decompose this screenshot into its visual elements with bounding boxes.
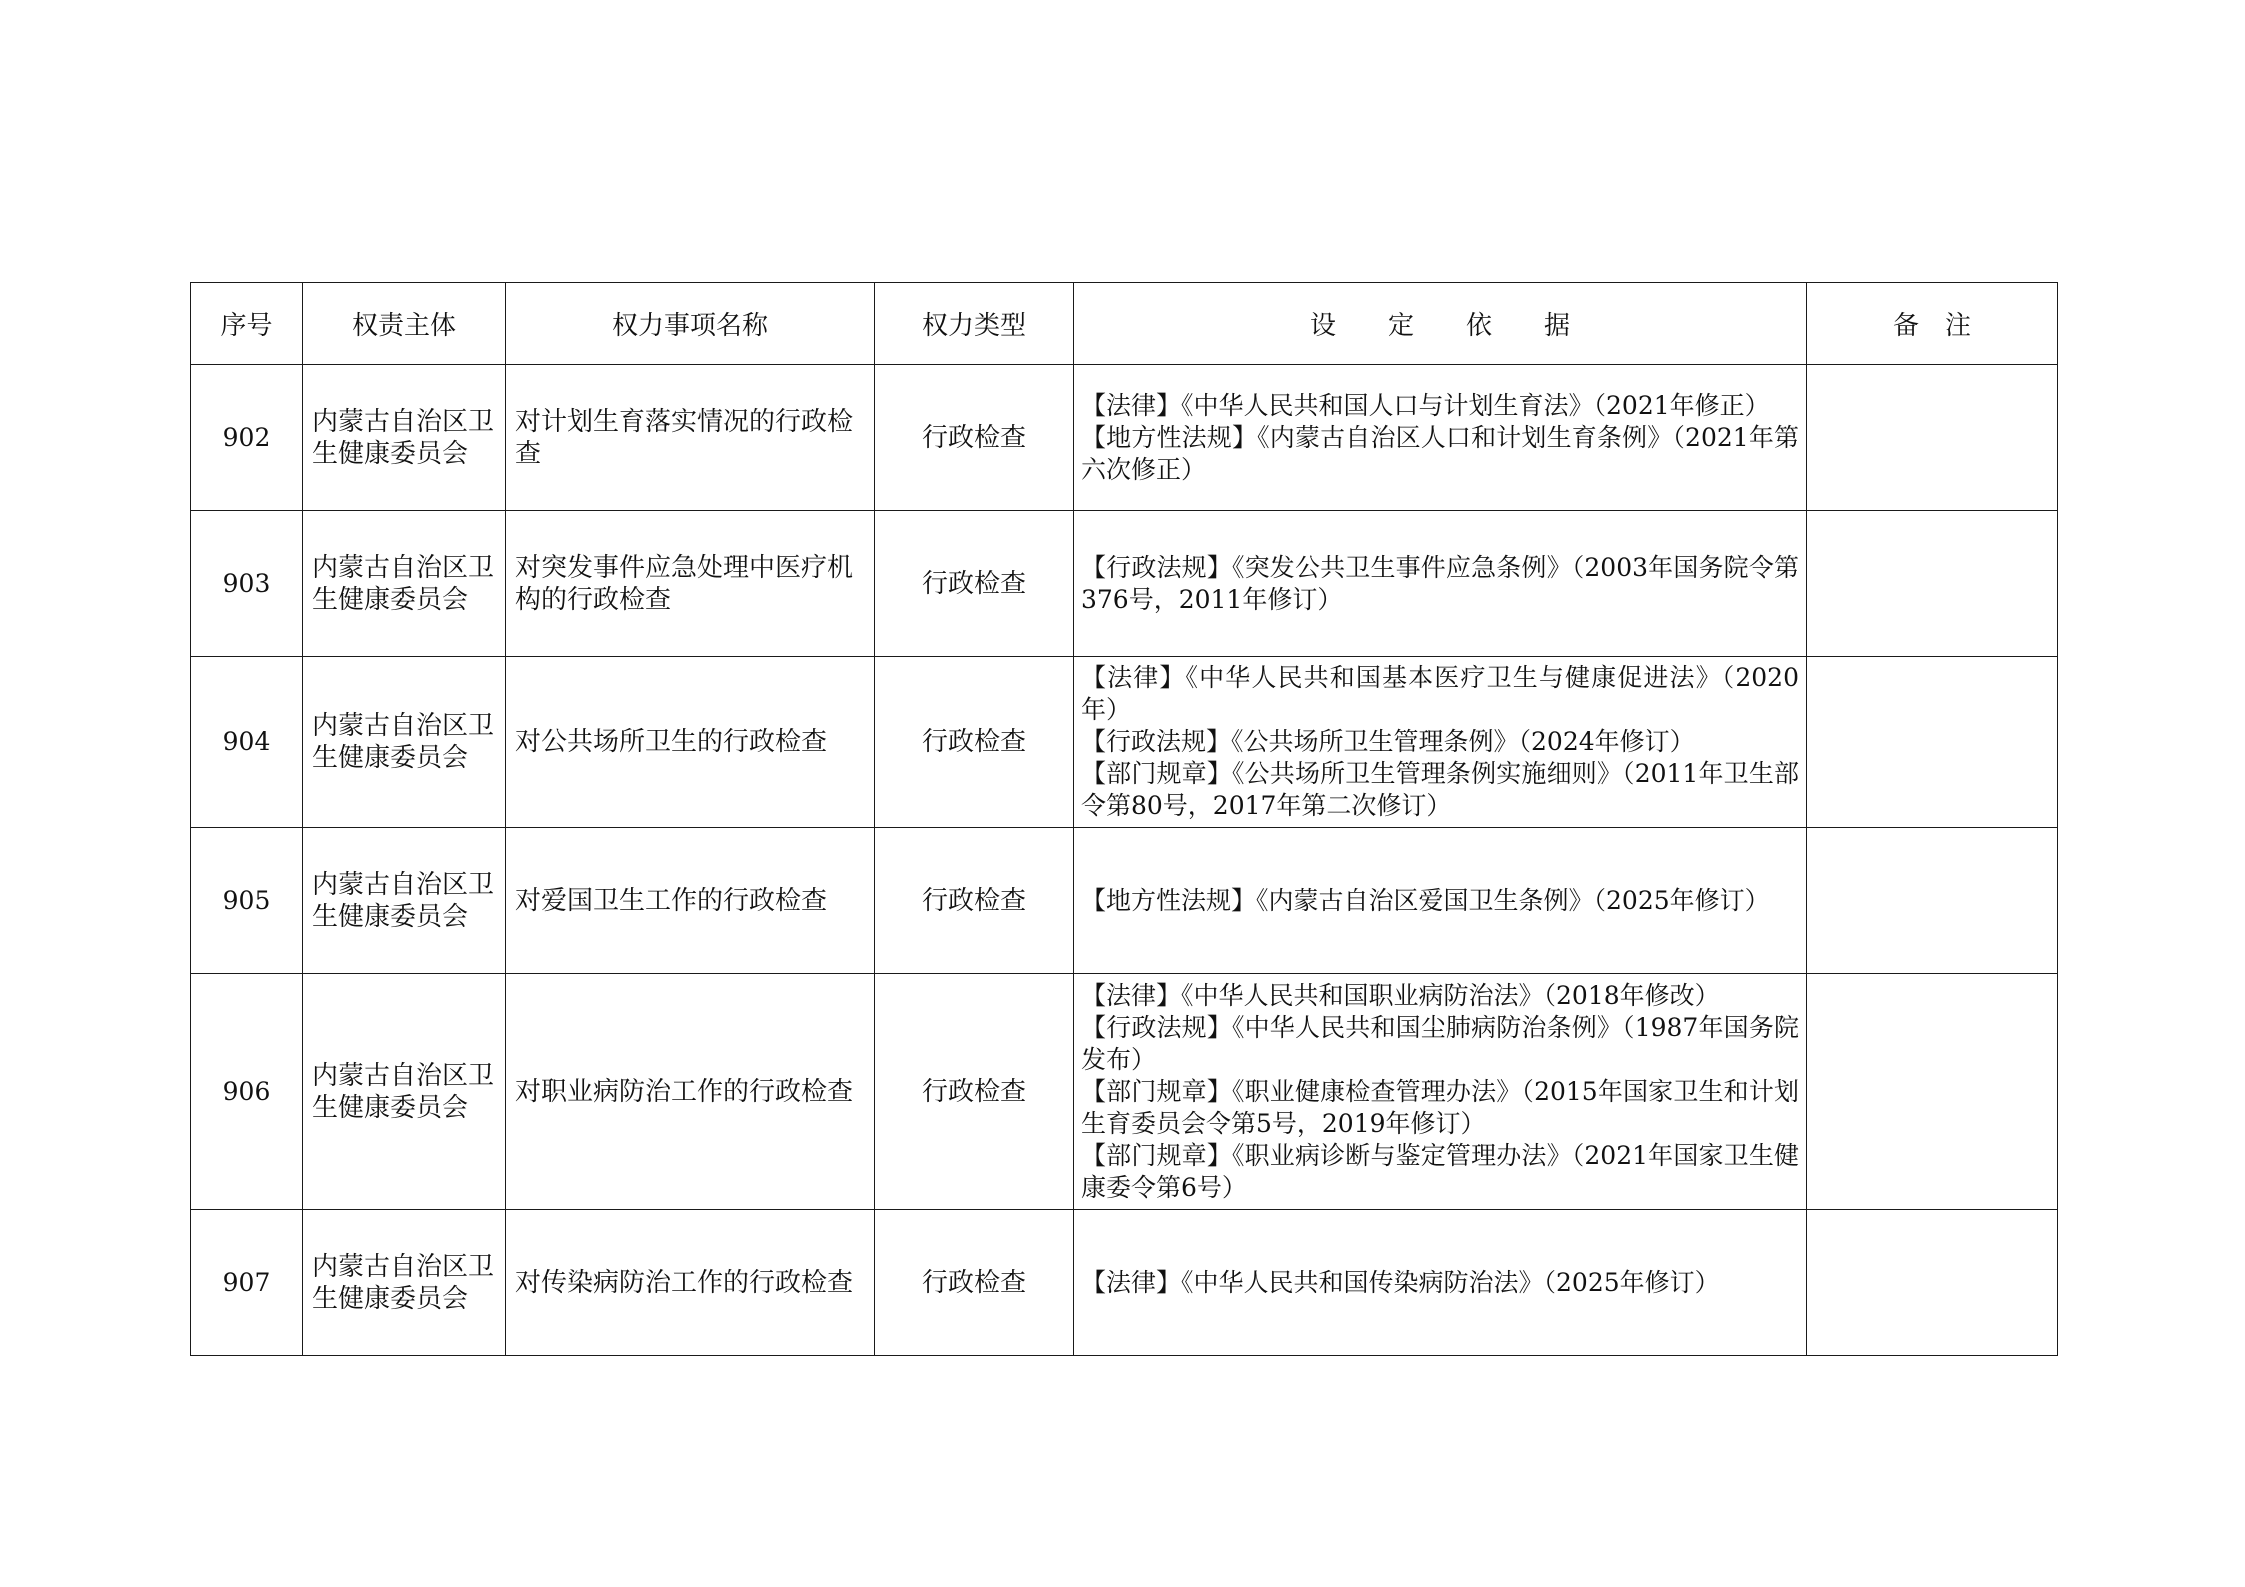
row-subject: 内蒙古自治区卫生健康委员会	[303, 365, 506, 511]
row-item-name: 对职业病防治工作的行政检查	[506, 974, 875, 1210]
table-header-row	[191, 283, 2058, 365]
basis-line: 【部门规章】《职业病诊断与鉴定管理办法》（2021年国家卫生健康委令第6号）	[1081, 1140, 1799, 1202]
table-row	[191, 657, 2058, 828]
table-row	[191, 828, 2058, 974]
row-number: 904	[191, 657, 303, 828]
row-power-type: 行政检查	[875, 657, 1074, 828]
row-legal-basis	[1074, 974, 1807, 1210]
row-item-name: 对计划生育落实情况的行政检查	[506, 365, 875, 511]
header-num: 序号	[191, 283, 303, 365]
row-note	[1807, 1210, 2058, 1356]
row-legal-basis	[1074, 511, 1807, 657]
row-item-name: 对传染病防治工作的行政检查	[506, 1210, 875, 1356]
row-note	[1807, 974, 2058, 1210]
basis-line: 【行政法规】《公共场所卫生管理条例》（2024年修订）	[1081, 727, 1695, 756]
row-subject: 内蒙古自治区卫生健康委员会	[303, 1210, 506, 1356]
basis-line: 【部门规章】《公共场所卫生管理条例实施细则》（2011年卫生部令第80号，2017年第二次修订）	[1081, 759, 1799, 820]
row-power-type: 行政检查	[875, 511, 1074, 657]
header-name: 权力事项名称	[506, 283, 875, 365]
row-note	[1807, 828, 2058, 974]
row-item-name: 对突发事件应急处理中医疗机构的行政检查	[506, 511, 875, 657]
row-power-type: 行政检查	[875, 365, 1074, 511]
row-power-type: 行政检查	[875, 974, 1074, 1210]
table-row	[191, 365, 2058, 511]
row-note	[1807, 657, 2058, 828]
basis-line: 【部门规章】《职业健康检查管理办法》（2015年国家卫生和计划生育委员会令第5号，2019年修订）	[1081, 1076, 1799, 1138]
row-legal-basis	[1074, 828, 1807, 974]
row-subject: 内蒙古自治区卫生健康委员会	[303, 657, 506, 828]
basis-line: 【法律】《中华人民共和国职业病防治法》（2018年修改）	[1081, 980, 1720, 1010]
row-power-type: 行政检查	[875, 1210, 1074, 1356]
basis-line: 【法律】《中华人民共和国基本医疗卫生与健康促进法》（2020年）	[1081, 663, 1799, 724]
basis-line: 【法律】《中华人民共和国传染病防治法》（2025年修订）	[1081, 1267, 1720, 1297]
row-number: 907	[191, 1210, 303, 1356]
row-note	[1807, 511, 2058, 657]
basis-line: 【行政法规】《中华人民共和国尘肺病防治条例》（1987年国务院发布）	[1081, 1012, 1799, 1074]
row-subject: 内蒙古自治区卫生健康委员会	[303, 828, 506, 974]
row-number: 902	[191, 365, 303, 511]
basis-line: 【地方性法规】《内蒙古自治区人口和计划生育条例》（2021年第六次修正）	[1081, 422, 1799, 484]
row-legal-basis	[1074, 657, 1807, 828]
power-list-table	[190, 282, 2058, 1356]
row-item-name: 对公共场所卫生的行政检查	[506, 657, 875, 828]
row-legal-basis	[1074, 365, 1807, 511]
header-subject: 权责主体	[303, 283, 506, 365]
table-row	[191, 511, 2058, 657]
row-power-type: 行政检查	[875, 828, 1074, 974]
basis-line: 【地方性法规】《内蒙古自治区爱国卫生条例》（2025年修订）	[1081, 885, 1770, 915]
header-basis: 设 定 依 据	[1074, 283, 1807, 365]
basis-line: 【行政法规】《突发公共卫生事件应急条例》（2003年国务院令第376号，2011年修订）	[1081, 552, 1799, 614]
row-legal-basis	[1074, 1210, 1807, 1356]
table-row	[191, 1210, 2058, 1356]
header-note: 备 注	[1807, 283, 2058, 365]
table-row	[191, 974, 2058, 1210]
header-type: 权力类型	[875, 283, 1074, 365]
row-number: 905	[191, 828, 303, 974]
row-note	[1807, 365, 2058, 511]
row-item-name: 对爱国卫生工作的行政检查	[506, 828, 875, 974]
row-number: 903	[191, 511, 303, 657]
basis-line: 【法律】《中华人民共和国人口与计划生育法》（2021年修正）	[1081, 390, 1770, 420]
row-subject: 内蒙古自治区卫生健康委员会	[303, 511, 506, 657]
row-number: 906	[191, 974, 303, 1210]
row-subject: 内蒙古自治区卫生健康委员会	[303, 974, 506, 1210]
